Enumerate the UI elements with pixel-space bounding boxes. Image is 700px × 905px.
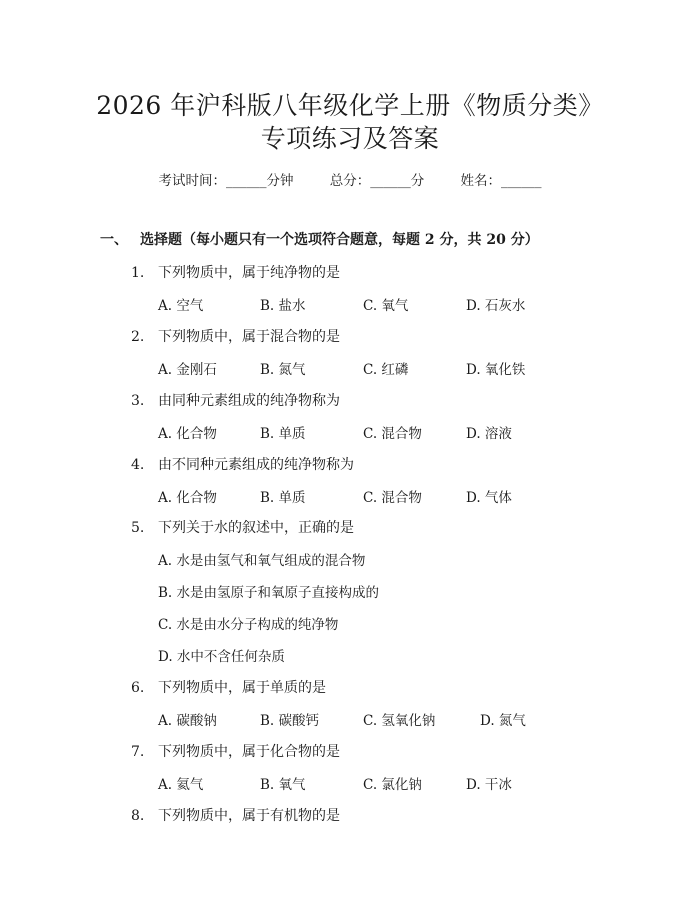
question-2 xyxy=(131,326,340,346)
title-line-2: 专项练习及答案 xyxy=(260,124,440,153)
option-b: B. 氧气 xyxy=(260,777,306,793)
option-a: A. 空气 xyxy=(158,298,204,314)
option-a: A. 金刚石 xyxy=(158,362,217,378)
option-a: A. 碳酸钠 xyxy=(158,713,217,729)
question-number: 4. xyxy=(131,457,145,473)
question-number: 2. xyxy=(131,329,145,345)
question-1 xyxy=(131,262,340,282)
option-d: D. 气体 xyxy=(466,490,512,506)
question-text: 下列物质中，属于纯净物的是 xyxy=(158,265,340,281)
question-number: 3. xyxy=(131,393,145,409)
option-d: D. 石灰水 xyxy=(466,298,526,314)
option-b: B. 单质 xyxy=(260,426,306,442)
option-d: D. 水中不含任何杂质 xyxy=(158,649,285,665)
exam-time-field: 考试时间：______分钟 xyxy=(158,173,294,189)
question-text: 由不同种元素组成的纯净物称为 xyxy=(158,457,354,473)
question-5 xyxy=(131,517,354,537)
option-c: C. 混合物 xyxy=(363,490,422,506)
option-b: B. 碳酸钙 xyxy=(260,713,320,729)
option-b: B. 盐水 xyxy=(260,298,306,314)
question-number: 1. xyxy=(131,265,145,281)
option-b: B. 单质 xyxy=(260,490,306,506)
option-a: A. 氦气 xyxy=(158,777,204,793)
option-d: D. 氮气 xyxy=(480,713,526,729)
question-number: 7. xyxy=(131,744,145,760)
exam-meta xyxy=(0,169,700,189)
question-number: 8. xyxy=(131,808,145,824)
question-8 xyxy=(131,805,340,825)
question-text: 下列物质中，属于单质的是 xyxy=(158,680,326,696)
option-d: D. 干冰 xyxy=(466,777,512,793)
option-c: C. 氢氧化钠 xyxy=(363,713,436,729)
option-a: A. 水是由氢气和氧气组成的混合物 xyxy=(158,553,366,569)
question-number: 5. xyxy=(131,520,145,536)
option-b: B. 氮气 xyxy=(260,362,306,378)
question-3 xyxy=(131,390,340,410)
option-d: D. 氧化铁 xyxy=(466,362,526,378)
question-text: 下列关于水的叙述中，正确的是 xyxy=(158,520,354,536)
question-text: 下列物质中，属于混合物的是 xyxy=(158,329,340,345)
title-line-1: 2026 年沪科版八年级化学上册《物质分类》 xyxy=(96,91,604,120)
option-c: C. 水是由水分子构成的纯净物 xyxy=(158,617,339,633)
section-number: 一、 xyxy=(100,232,128,248)
question-text: 下列物质中，属于化合物的是 xyxy=(158,744,340,760)
question-7 xyxy=(131,741,340,761)
option-a: A. 化合物 xyxy=(158,426,217,442)
total-score-field: 总分：______分 xyxy=(329,173,425,189)
option-c: C. 氧气 xyxy=(363,298,409,314)
section-heading xyxy=(100,229,539,249)
question-text: 下列物质中，属于有机物的是 xyxy=(158,808,340,824)
section-title: 选择题（每小题只有一个选项符合题意，每题 2 分，共 20 分） xyxy=(140,232,539,248)
option-a: A. 化合物 xyxy=(158,490,217,506)
option-b: B. 水是由氢原子和氧原子直接构成的 xyxy=(158,585,380,601)
question-6 xyxy=(131,677,326,697)
option-c: C. 混合物 xyxy=(363,426,422,442)
question-text: 由同种元素组成的纯净物称为 xyxy=(158,393,340,409)
option-d: D. 溶液 xyxy=(466,426,512,442)
option-c: C. 红磷 xyxy=(363,362,409,378)
question-number: 6. xyxy=(131,680,145,696)
option-c: C. 氯化钠 xyxy=(363,777,422,793)
name-field: 姓名：______ xyxy=(460,173,542,189)
question-4 xyxy=(131,454,354,474)
